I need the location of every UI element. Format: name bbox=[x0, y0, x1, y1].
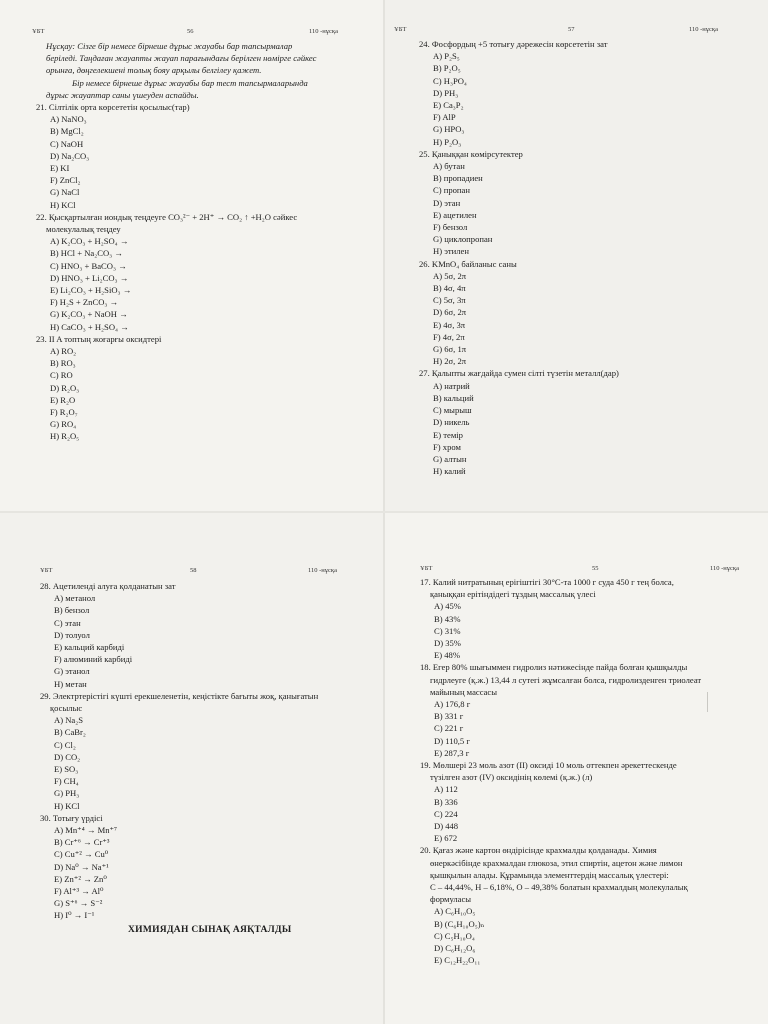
answer-option: C) H₃PO₄ bbox=[433, 75, 467, 86]
answer-option: C) 31% bbox=[434, 625, 461, 636]
header-right: 110 -нұсқа bbox=[308, 567, 337, 574]
answer-option: H) I⁰ → I⁻¹ bbox=[54, 910, 95, 921]
answer-option: A) NaNO₃ bbox=[50, 114, 87, 125]
question-stem-continued: қосылыс bbox=[50, 703, 83, 714]
answer-option: A) K₂CO₃ + H₂SO₄ → bbox=[50, 236, 129, 247]
answer-option: E) Ca₃P₂ bbox=[433, 100, 464, 111]
answer-option: C) пропан bbox=[433, 185, 470, 196]
instruction-block bbox=[46, 40, 346, 101]
question-stem: 19. Мөлшері 23 моль азот (II) оксиді 10 моль оттекпен әрекеттескенде bbox=[420, 760, 677, 771]
answer-option: G) 6σ, 1π bbox=[433, 344, 467, 355]
answer-option: E) кальций карбиді bbox=[54, 642, 125, 653]
answer-option: C) 224 bbox=[434, 808, 458, 819]
page-number: 57 bbox=[568, 26, 575, 33]
question-stem-continued: қаныққан ерітіндідегі тұздың массалық үлесі bbox=[430, 589, 596, 600]
question-stem: 21. Сілтілік орта көрсететін қосылыс(тар) bbox=[36, 102, 190, 112]
question-stem: 26. KMnO₄ байланыс саны bbox=[419, 258, 517, 269]
answer-option: E) темір bbox=[433, 429, 463, 440]
page-58 bbox=[0, 512, 384, 1024]
scan-mark bbox=[707, 692, 708, 712]
answer-option: E) 287,3 г bbox=[434, 747, 470, 758]
answer-option: C) этан bbox=[54, 617, 81, 628]
answer-option: F) ZnCl₂ bbox=[50, 175, 81, 186]
question-list bbox=[40, 580, 318, 922]
answer-option: F) R₂O₇ bbox=[50, 407, 78, 418]
answer-option: E) R₂O bbox=[50, 394, 76, 405]
instruction-line: Нұсқау: Сізге бір немесе бірнеше дұрыс жауабы бар тапсырмалар bbox=[46, 41, 293, 51]
answer-option: A) Na₂S bbox=[54, 715, 84, 726]
answer-option: G) циклопропан bbox=[433, 234, 493, 245]
answer-option: A) 5σ, 2π bbox=[433, 270, 467, 281]
answer-option: E) Li₂CO₃ + H₂SiO₃ → bbox=[50, 285, 132, 296]
question-stem-continued: формуласы bbox=[430, 894, 472, 905]
answer-option: C) 5σ, 3π bbox=[433, 295, 466, 306]
answer-option: B) 336 bbox=[434, 796, 458, 807]
page-57 bbox=[384, 0, 768, 512]
question-stem-continued: қышқылын алады. Құрамында элементтердің массалық үлестері: bbox=[430, 869, 669, 880]
header-left: ҰБТ bbox=[394, 26, 407, 33]
answer-option: A) P₂S₅ bbox=[433, 51, 460, 62]
answer-option: E) ацетилен bbox=[433, 209, 477, 220]
answer-option: H) метан bbox=[54, 678, 87, 689]
answer-option: C) мырыш bbox=[433, 405, 472, 416]
answer-option: D) HNO₃ + Li₂CO₃ → bbox=[50, 272, 129, 283]
answer-option: D) никель bbox=[433, 417, 470, 428]
page-56 bbox=[0, 0, 384, 512]
page-number: 58 bbox=[190, 567, 197, 574]
answer-option: F) хром bbox=[433, 441, 461, 452]
question-stem: 18. Егер 80% шығыммен гидролиз нәтижесінде пайда болған қышқылды bbox=[420, 662, 688, 673]
answer-option: B) RO₃ bbox=[50, 358, 76, 369]
answer-option: D) R₂O₃ bbox=[50, 382, 80, 393]
answer-option: A) Mn⁺⁴ → Mn⁺⁷ bbox=[54, 825, 118, 836]
instruction-line: дұрыс жауаптар саны үшеуден аспайды. bbox=[46, 89, 199, 100]
answer-option: F) AlP bbox=[433, 112, 456, 123]
answer-option: A) RO₂ bbox=[50, 346, 77, 357]
answer-option: H) R₂O₅ bbox=[50, 431, 80, 442]
answer-option: B) бензол bbox=[54, 605, 90, 616]
answer-option: F) алюминий карбиді bbox=[54, 654, 133, 665]
answer-option: C) Cu⁺² → Cu⁰ bbox=[54, 849, 109, 860]
question-stem: 24. Фосфордың +5 тотығу дәрежесін көрсететін зат bbox=[419, 39, 608, 49]
answer-option: B) MgCl₂ bbox=[50, 126, 84, 137]
answer-option: F) 4σ, 2π bbox=[433, 331, 465, 342]
answer-option: E) KI bbox=[50, 163, 70, 174]
question-stem-continued: түзілген азот (IV) оксидінің көлемі (қ.ж.) (л) bbox=[430, 772, 593, 783]
answer-option: F) бензол bbox=[433, 222, 468, 233]
answer-option: C) 221 г bbox=[434, 723, 464, 734]
answer-option: B) кальций bbox=[433, 392, 474, 403]
answer-option: A) бутан bbox=[433, 161, 465, 172]
question-list bbox=[36, 101, 297, 443]
answer-option: A) 176,8 г bbox=[434, 699, 471, 710]
answer-option: D) 6σ, 2π bbox=[433, 307, 467, 318]
answer-option: B) (C₆H₁₀O₅)ₙ bbox=[434, 918, 485, 929]
answer-option: G) NaCl bbox=[50, 187, 80, 198]
header-right: 110 -нұсқа bbox=[710, 565, 739, 572]
answer-option: E) Zn⁺² → Zn⁰ bbox=[54, 873, 107, 884]
answer-option: B) CaBr₂ bbox=[54, 727, 86, 738]
answer-option: H) KCl bbox=[54, 800, 80, 811]
question-stem: 22. Қысқартылған иондық теңдеуге CO₃²⁻ + 2H⁺ → CO₂ ↑ +H₂O сәйкес bbox=[36, 211, 298, 222]
answer-option: E) 672 bbox=[434, 833, 458, 844]
question-stem: 17. Калий нитратының ерігіштігі 30°С-та 1000 г суда 450 г тең болса, bbox=[420, 577, 674, 587]
answer-option: H) P₂O₃ bbox=[433, 136, 462, 147]
question-stem: 27. Қалыпты жағдайда сумен сілті түзетін металл(дар) bbox=[419, 368, 619, 379]
header-left: ҰБТ bbox=[32, 28, 45, 35]
answer-option: C) C₅H₁₀O₄ bbox=[434, 930, 475, 941]
question-stem-continued: молекулалық теңдеу bbox=[46, 224, 121, 235]
question-stem: 25. Қаныққан көмірсутектер bbox=[419, 148, 523, 159]
answer-option: E) C₁₂H₂₂O₁₁ bbox=[434, 955, 481, 966]
page-number: 56 bbox=[187, 28, 194, 35]
answer-option: H) CaCO₃ + H₂SO₄ → bbox=[50, 321, 129, 332]
answer-option: E) 4σ, 3π bbox=[433, 319, 466, 330]
answer-option: B) пропадиен bbox=[433, 173, 483, 184]
answer-option: A) 112 bbox=[434, 784, 458, 795]
question-stem: 23. II A топтың жоғарғы оксидтері bbox=[36, 333, 162, 344]
answer-option: G) K₂CO₃ + NaOH → bbox=[50, 309, 128, 320]
answer-option: B) Cr⁺⁶ → Cr⁺³ bbox=[54, 837, 110, 848]
answer-option: H) 2σ, 2π bbox=[433, 356, 467, 367]
answer-option: D) CO₂ bbox=[54, 751, 81, 762]
question-stem-continued: майының массасы bbox=[430, 686, 498, 697]
end-title: ХИМИЯДАН СЫНАҚ АЯҚТАЛДЫ bbox=[128, 925, 292, 935]
header-right: 110 -нұсқа bbox=[309, 28, 338, 35]
answer-option: H) этилен bbox=[433, 246, 469, 257]
answer-option: G) PH₃ bbox=[54, 788, 80, 799]
answer-option: C) Cl₂ bbox=[54, 739, 76, 750]
answer-option: H) KCl bbox=[50, 199, 76, 210]
answer-option: A) 45% bbox=[434, 601, 461, 612]
instruction-line: беріледі. Таңдаған жауапты жауап парағындағы берілген нөмірге сәйкес bbox=[46, 53, 317, 64]
answer-option: A) натрий bbox=[433, 380, 470, 391]
answer-option: F) H₂S + ZnCO₃ → bbox=[50, 297, 119, 308]
answer-option: G) RO₄ bbox=[50, 419, 77, 430]
page-55 bbox=[384, 512, 768, 1024]
answer-option: D) C₆H₁₂O₆ bbox=[434, 943, 476, 954]
answer-option: F) CH₄ bbox=[54, 776, 79, 787]
instruction-line: Бір немесе бірнеше дұрыс жауабы бар тест тапсырмаларында bbox=[72, 77, 308, 88]
question-stem: 28. Ацетиленді алуға қолданатын зат bbox=[40, 581, 176, 591]
question-list bbox=[419, 38, 619, 477]
header-left: ҰБТ bbox=[420, 565, 433, 572]
answer-option: B) HCl + Na₂CO₃ → bbox=[50, 248, 123, 259]
page-divider-horizontal bbox=[0, 511, 768, 513]
answer-option: A) C₆H₁₀O₅ bbox=[434, 906, 476, 917]
answer-option: C) HNO₃ + BaCO₃ → bbox=[50, 260, 127, 271]
instruction-line: орынға, дөңгелекшені толық бояу арқылы белгілеу қажет. bbox=[46, 65, 262, 76]
answer-option: H) калий bbox=[433, 466, 466, 477]
question-stem-continued: C – 44,44%, H – 6,18%, O – 49,38% болатын крахмалдың молекулалық bbox=[430, 882, 688, 893]
answer-option: C) NaOH bbox=[50, 138, 84, 149]
question-stem: 20. Қағаз және картон өндірісінде крахмалды қолданады. Химия bbox=[420, 845, 657, 856]
answer-option: A) метанол bbox=[54, 593, 96, 604]
header-right: 110 -нұсқа bbox=[689, 26, 718, 33]
page-number: 55 bbox=[592, 565, 599, 572]
answer-option: D) 448 bbox=[434, 821, 459, 832]
answer-option: D) Na₂CO₃ bbox=[50, 150, 90, 161]
question-stem-continued: өнеркәсібінде крахмалдан глюкоза, этил спиртін, ацетон және лимон bbox=[430, 857, 683, 868]
answer-option: G) алтын bbox=[433, 453, 467, 464]
answer-option: D) этан bbox=[433, 197, 461, 208]
answer-option: B) 331 г bbox=[434, 711, 464, 722]
answer-option: G) S⁺⁶ → S⁻² bbox=[54, 898, 103, 909]
answer-option: D) толуол bbox=[54, 629, 90, 640]
header-left: ҰБТ bbox=[40, 567, 53, 574]
answer-option: G) HPO₃ bbox=[433, 124, 465, 135]
answer-option: E) 48% bbox=[434, 650, 461, 661]
answer-option: D) PH₃ bbox=[433, 87, 459, 98]
answer-option: D) 110,5 г bbox=[434, 735, 470, 746]
question-stem-continued: гидрлеуге (қ.ж.) 13,44 л сутегі жұмсалған болса, гидролизденген триолеат bbox=[430, 674, 702, 685]
answer-option: D) Na⁰ → Na⁺¹ bbox=[54, 861, 109, 872]
answer-option: E) SO₃ bbox=[54, 764, 79, 775]
answer-option: C) RO bbox=[50, 370, 73, 381]
answer-option: G) этанол bbox=[54, 666, 90, 677]
question-stem: 30. Тотығу үрдісі bbox=[40, 812, 103, 823]
answer-option: F) Al⁺³ → Al⁰ bbox=[54, 886, 104, 897]
answer-option: B) 4σ, 4π bbox=[433, 283, 466, 294]
question-list bbox=[420, 576, 701, 967]
answer-option: B) 43% bbox=[434, 613, 461, 624]
question-stem: 29. Электртерістігі күшті ерекшеленетін, кеңістікте бағыты жоқ, қанығатын bbox=[40, 690, 319, 701]
answer-option: B) P₂O₅ bbox=[433, 63, 461, 74]
answer-option: D) 35% bbox=[434, 638, 461, 649]
